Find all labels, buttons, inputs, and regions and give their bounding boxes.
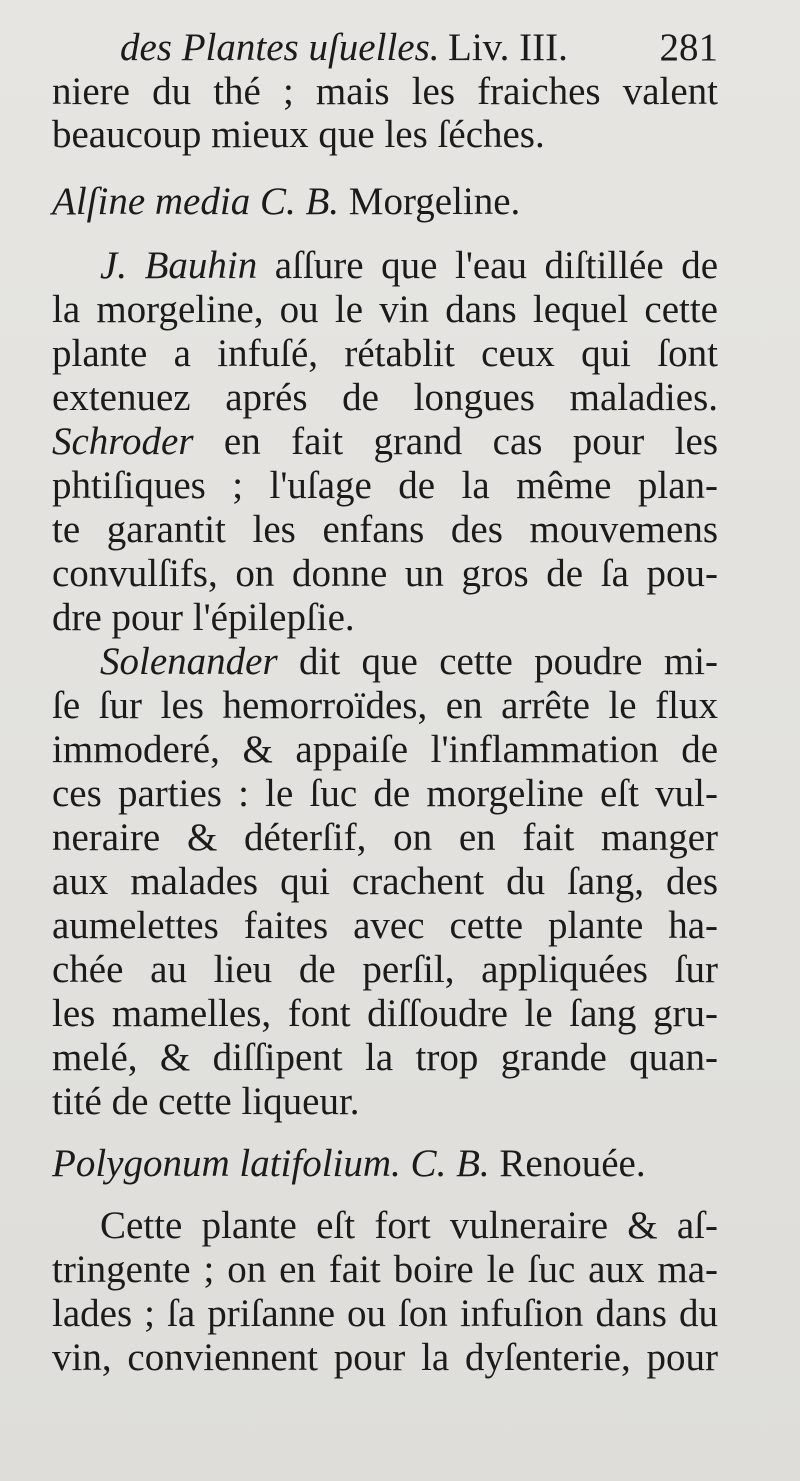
author-name: J. Bauhin: [100, 244, 258, 287]
text-line: [100, 640, 718, 684]
text-line: aux malades qui crachent du ſang, des: [52, 860, 718, 903]
text-line: vin, conviennent pour la dyſenterie, pour: [52, 1336, 718, 1379]
heading-common-name: Morgeline.: [348, 180, 521, 223]
running-head-section: Liv. III.: [448, 26, 568, 69]
author-name: Schroder: [52, 420, 194, 463]
author-name: Solenander: [100, 640, 278, 683]
text-line: niere du thé ; mais les fraiches valent: [52, 70, 718, 113]
text-line: te garantit les enfans des mouvemens: [52, 508, 718, 551]
text-line: [100, 244, 718, 288]
text-line: aumelettes faites avec cette plante ha-: [52, 904, 718, 947]
text-line: immoderé, & appaiſe l'inflammation de: [52, 728, 718, 771]
text-line: extenuez aprés de longues maladies.: [52, 376, 718, 419]
heading-common-name: Renouée.: [499, 1142, 646, 1185]
text-line: la morgeline, ou le vin dans lequel cette: [52, 288, 718, 331]
section-heading: [52, 1142, 718, 1186]
text-line: [52, 420, 718, 464]
text-line: dre pour l'épilepſie.: [52, 596, 355, 639]
text-line: beaucoup mieux que les ſéches.: [52, 113, 545, 156]
text-line: ſe ſur les hemorroïdes, en arrête le flux: [52, 684, 718, 727]
text-run: dit que cette poudre mi-: [277, 640, 718, 683]
text-line: melé, & diſſipent la trop grande quan-: [52, 1036, 718, 1079]
running-head-title: des Plantes uſuelles.: [120, 26, 440, 69]
heading-latin-name: Polygonum latifolium. C. B.: [52, 1142, 490, 1185]
page-number: 281: [659, 26, 718, 69]
text-line: lades ; ſa priſanne ou ſon infuſion dans du: [52, 1292, 718, 1335]
text-line: ces parties : le ſuc de morgeline eſt vul-: [52, 772, 718, 815]
text-run: aſſure que l'eau diſtillée de: [257, 244, 719, 287]
text-line: tringente ; on en fait boire le ſuc aux ma-: [52, 1248, 718, 1291]
text-run: en fait grand cas pour les: [193, 420, 718, 463]
text-line: les mamelles, font diſſoudre le ſang gru-: [52, 992, 718, 1035]
text-line: neraire & déterſif, on en fait manger: [52, 816, 718, 859]
section-heading: [52, 180, 718, 224]
text-line: tité de cette liqueur.: [52, 1080, 360, 1123]
text-line: chée au lieu de perſil, appliquées ſur: [52, 948, 718, 991]
text-line: plante a infuſé, rétablit ceux qui ſont: [52, 332, 718, 375]
heading-latin-name: Alſine media C. B.: [52, 180, 340, 223]
text-line: convulſifs, on donne un gros de ſa pou-: [52, 552, 718, 595]
text-line: Cette plante eſt fort vulneraire & aſ-: [100, 1204, 718, 1247]
text-line: phtiſiques ; l'uſage de la même plan-: [52, 464, 718, 507]
